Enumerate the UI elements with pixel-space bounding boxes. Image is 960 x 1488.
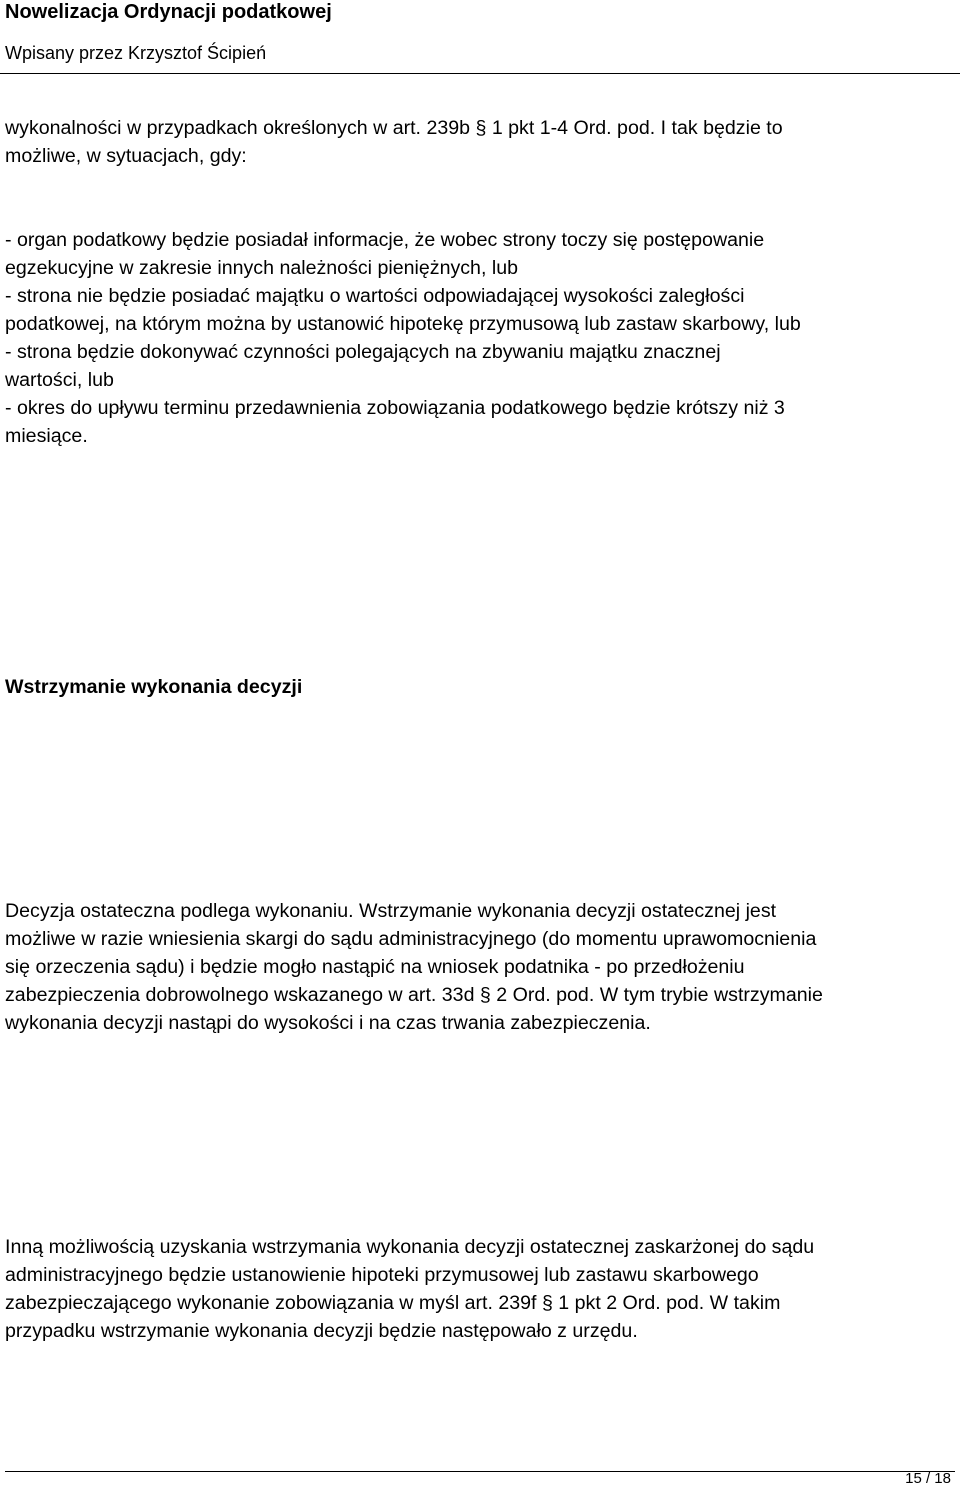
text-line: podatkowej, na którym można by ustanowić hipotekę przymusową lub zastaw skarbowy, lub — [5, 313, 801, 335]
text-line: wykonania decyzji nastąpi do wysokości i na czas trwania zabezpieczenia. — [5, 1012, 651, 1034]
text-line: możliwe w razie wniesienia skargi do sądu administracyjnego (do momentu uprawomocnienia — [5, 928, 817, 950]
paragraph-conditions-a — [5, 226, 955, 338]
text-line: możliwe, w sytuacjach, gdy: — [5, 145, 247, 167]
text-line: zabezpieczenia dobrowolnego wskazanego w art. 33d § 2 Ord. pod. W tym trybie wstrzymanie — [5, 984, 823, 1006]
text-line: - strona będzie dokonywać czynności polegających na zbywaniu majątku znacznej — [5, 341, 721, 363]
paragraph-conditions-b — [5, 338, 955, 450]
text-line: Decyzja ostateczna podlega wykonaniu. Wstrzymanie wykonania decyzji ostatecznej jest — [5, 900, 777, 922]
text-line: - organ podatkowy będzie posiadał informacje, że wobec strony toczy się postępowanie — [5, 229, 765, 251]
document-author: Wpisany przez Krzysztof Ścipień — [5, 43, 267, 63]
footer-divider — [5, 1471, 955, 1472]
text-line: administracyjnego będzie ustanowienie hipoteki przymusowej lub zastawu skarbowego — [5, 1264, 759, 1286]
text-line: zabezpieczającego wykonanie zobowiązania w myśl art. 239f § 1 pkt 2 Ord. pod. W takim — [5, 1292, 781, 1314]
document-title: Nowelizacja Ordynacji podatkowej — [5, 1, 332, 23]
text-line: wykonalności w przypadkach określonych w art. 239b § 1 pkt 1-4 Ord. pod. I tak będzie to — [5, 117, 783, 139]
text-line: wartości, lub — [5, 369, 114, 391]
paragraph-intro — [5, 114, 955, 170]
section-heading: Wstrzymanie wykonania decyzji — [5, 676, 303, 698]
page-number: 15 / 18 — [905, 1470, 951, 1487]
page-header — [0, 0, 960, 74]
text-line: miesiące. — [5, 425, 88, 447]
text-line: się orzeczenia sądu) i będzie mogło nastąpić na wniosek podatnika - po przedłożeniu — [5, 956, 745, 978]
text-line: - okres do upływu terminu przedawnienia zobowiązania podatkowego będzie krótszy niż 3 — [5, 397, 785, 419]
paragraph-alternative — [5, 1233, 955, 1345]
text-line: - strona nie będzie posiadać majątku o wartości odpowiadającej wysokości zaległości — [5, 285, 745, 307]
text-line: egzekucyjne w zakresie innych należności pieniężnych, lub — [5, 257, 518, 279]
text-line: Inną możliwością uzyskania wstrzymania wykonania decyzji ostatecznej zaskarżonej do sądu — [5, 1236, 815, 1258]
text-line: przypadku wstrzymanie wykonania decyzji będzie następowało z urzędu. — [5, 1320, 638, 1342]
paragraph-decision — [5, 897, 955, 1037]
